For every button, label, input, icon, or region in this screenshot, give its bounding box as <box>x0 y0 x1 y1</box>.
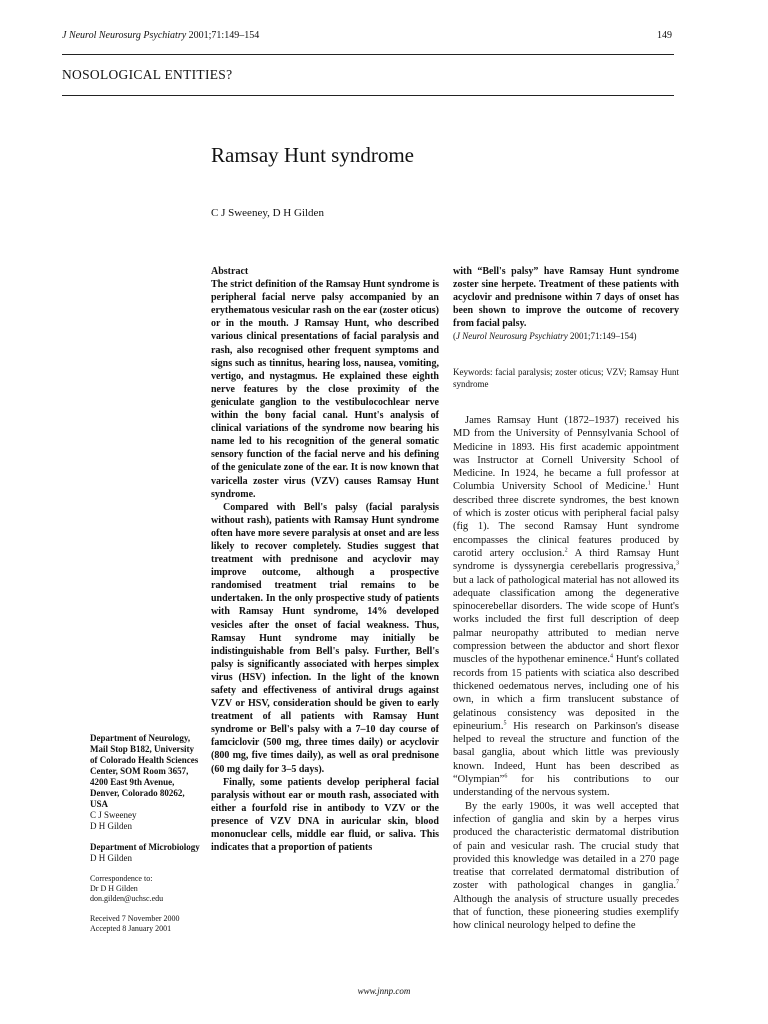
affiliation-author-3: D H Gilden <box>90 853 132 863</box>
affiliation-author-2: D H Gilden <box>90 821 132 831</box>
affiliation-dept-2: Department of Microbiology <box>90 842 200 852</box>
body-text-column <box>453 414 679 933</box>
abstract-continuation <box>453 265 679 344</box>
citation-journal: J Neurol Neurosurg Psychiatry <box>456 331 568 342</box>
abstract-heading: Abstract <box>211 266 249 277</box>
author-list: C J Sweeney, D H Gilden <box>211 207 324 219</box>
section-rule <box>62 95 674 96</box>
abstract-column <box>211 265 439 854</box>
abstract-paragraph-1: The strict definition of the Ramsay Hunt syndrome is peripheral facial nerve palsy accompanied by an erythematous vesicular rash on the ear (zoster oticus) or in the mouth. J Ramsay Hunt, who described various clinical presentations of facial paralysis and rash, also recognised other frequent symptoms and signs such as tinnitus, hearing loss, nausea, vomiting, vertigo, and nystagmus. He explained these eighth nerve features by the close proximity of the geniculate ganglion to the vestibulocochlear nerve within the bony facial canal. Hunt's analysis of clinical variations of the syndrome now bearing his name led to his recognition of the general somatic sensory function of the facial nerve and his defining of the geniculate zone of the ear. It is now known that varicella zoster virus (VZV) causes Ramsay Hunt syndrome. <box>211 279 439 500</box>
footer-url[interactable]: www.jnnp.com <box>357 986 411 996</box>
header-rule <box>62 54 674 55</box>
article-title: Ramsay Hunt syndrome <box>211 143 414 167</box>
journal-volume: 2001;71:149–154 <box>188 30 260 41</box>
body-paragraph-1: James Ramsay Hunt (1872–1937) received his MD from the University of Pennsylvania School of Medicine in 1893. His first academic appointment was Instructor at Cornell University School of Medicine. In 1924, he became a full professor at Columbia University School of Medicine.$^1$ Hunt described three discrete syndromes, the best known of which is zoster oticus with peripheral facial palsy (fig 1). The second Ramsay Hunt syndrome encompasses the clinical features produced by carotid artery occlusion.$^2$ A third Ramsay Hunt syndrome is dyssynergia cerebellaris progressiva,$^3$ but a lack of pathological material has not allowed its adequate classification among the degenerative spinocerebellar disorders. The wide scope of Hunt's works included the first full description of deep palmar neuropathy attributed to median nerve compression between the abductor and short flexor muscles of the hypothenar eminence.$^4$ Hunt's collated records from 15 patients with sciatica also described thickened oedematous nerves, including one of his own, in which a firm translucent substance of gelatinous consistency was deposited in the epineurium.$^5$ His research on Parkinson's disease helped to reveal the structure and function of the basal ganglia, about which little was previously known. Indeed, Hunt has been described as “Olympian”$^6$ for his contributions to our understanding of the nervous system. <box>453 415 680 799</box>
body-paragraph-2: By the early 1900s, it was well accepted that infection of ganglia and skin by a herpes virus produced the characteristic dermatomal distribution of pain and vesicular rash. The crucial study that provided this knowledge was detailed in a 270 page treatise that correlated dermatomal distribution of zoster with pathological changes in ganglia.$^7$ Although the analysis of structure usually precedes that of function, these pioneering studies exemplify how clinical neurology helped to define the <box>453 800 679 932</box>
section-title: NOSOLOGICAL ENTITIES? <box>62 67 233 82</box>
correspondence-label: Correspondence to: <box>90 874 153 883</box>
affiliation-sidebar <box>90 733 200 934</box>
received-date: Received 7 November 2000 <box>90 914 180 923</box>
accepted-date: Accepted 8 January 2001 <box>90 924 172 933</box>
abstract-citation: (J Neurol Neurosurg Psychiatry 2001;71:149–154) <box>453 331 637 342</box>
keywords: Keywords: facial paralysis; zoster oticus; VZV; Ramsay Hunt syndrome <box>453 367 679 389</box>
running-head-journal <box>62 30 259 41</box>
page-number: 149 <box>657 30 672 41</box>
journal-name: J Neurol Neurosurg Psychiatry <box>62 30 187 41</box>
abstract-paragraph-3: Finally, some patients develop peripheral facial paralysis without ear or mouth rash, associated with either a fourfold rise in antibody to VZV or the presence of VZV DNA in auricular skin, blood mononuclear cells, middle ear fluid, or saliva. This indicates that a proportion of patients <box>211 776 439 854</box>
correspondence-name: Dr D H Gilden <box>90 884 138 893</box>
correspondence-email[interactable]: don.gilden@uchsc.edu <box>90 894 164 903</box>
affiliation-author-1: C J Sweeney <box>90 810 137 820</box>
affiliation-dept-1: Department of Neurology, Mail Stop B182, University of Colorado Health Sciences Center, SOM Room 3657, 4200 East 9th Avenue, Denver, Colorado 80262, USA <box>90 733 199 809</box>
abstract-paragraph-3-cont: with “Bell's palsy” have Ramsay Hunt syndrome zoster sine herpete. Treatment of these patients with acyclovir and prednisone within 7 days of onset has been shown to improve the outcome of recovery from facial palsy. <box>453 266 679 330</box>
abstract-paragraph-2: Compared with Bell's palsy (facial paralysis without rash), patients with Ramsay Hunt syndrome often have more severe paralysis at onset and are less likely to recover completely. Studies suggest that treatment with prednisone and acyclovir may improve outcome, although a prospective randomised treatment trial remains to be undertaken. In the only prospective study of patients with Ramsay Hunt syndrome, 14% developed vesicles after the onset of facial weakness. Thus, Ramsay Hunt syndrome may initially be indistinguishable from Bell's palsy. Further, Bell's palsy is significantly associated with herpes simplex virus (HSV) infection. In the light of the known safety and effectiveness of antiviral drugs against VZV or HSV, consideration should be given to early treatment of all patients with Ramsay Hunt syndrome or Bell's palsy with a 7–10 day course of famciclovir (500 mg, three times daily) or acyclovir (800 mg, five times daily), as well as oral prednisone (60 mg daily for 3–5 days). <box>211 501 439 775</box>
